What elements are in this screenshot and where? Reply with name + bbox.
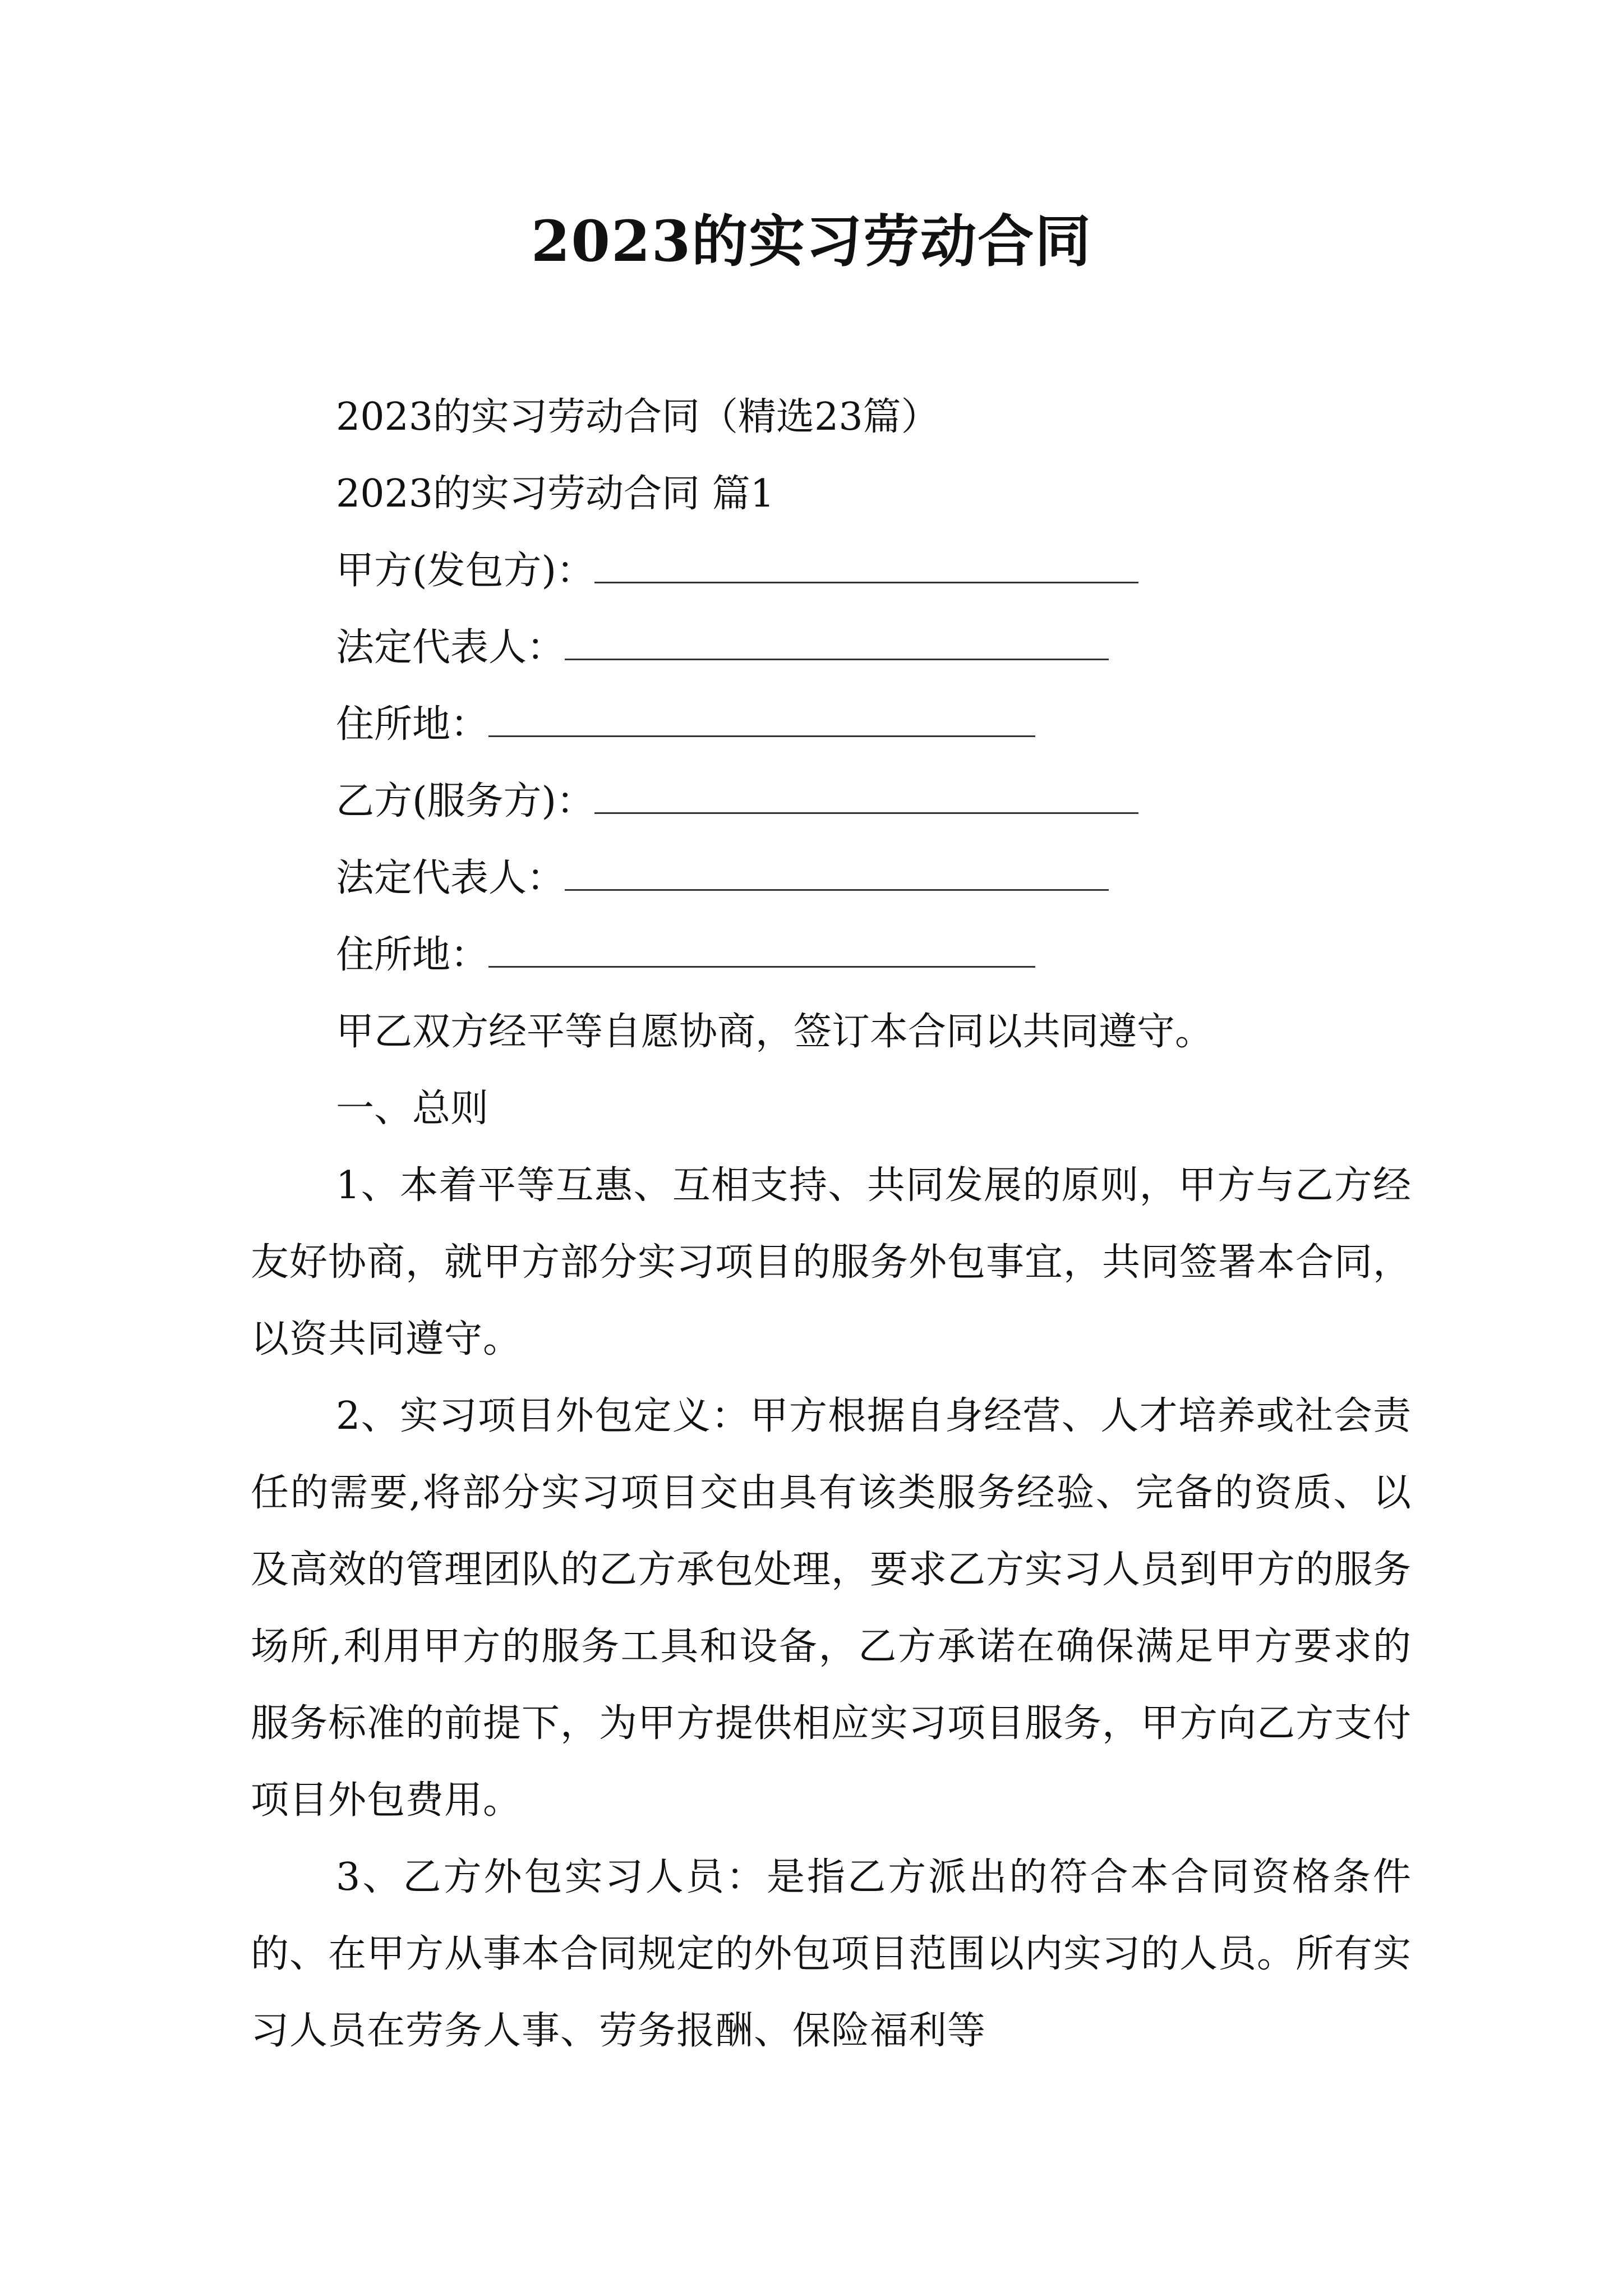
party-b-address-blank-line	[488, 927, 1035, 968]
party-a-label: 甲方(发包方)：	[336, 549, 595, 593]
party-b-rep-label: 法定代表人：	[336, 856, 565, 900]
clause-3-paragraph: 3、乙方外包实习人员：是指乙方派出的符合本合同资格条件的、在甲方从事本合同规定的外包项目范围以内实习的人员。所有实习人员在劳务人事、劳务报酬、保险福利等	[251, 1855, 1412, 2053]
party-a-row	[251, 532, 1412, 609]
party-a-blank-line	[594, 542, 1138, 583]
clause-1-paragraph: 1、本着平等互惠、互相支持、共同发展的原则，甲方与乙方经友好协商，就甲方部分实习项目的服务外包事宜，共同签署本合同，以资共同遵守。	[251, 1163, 1412, 1361]
document-body	[251, 379, 1412, 2069]
party-a-address-label: 住所地：	[336, 702, 489, 747]
party-b-row	[251, 763, 1412, 840]
party-b-blank-line	[594, 773, 1138, 814]
party-b-label: 乙方(服务方)：	[336, 779, 595, 823]
party-a-rep-label: 法定代表人：	[336, 625, 565, 670]
party-a-rep-blank-line	[565, 619, 1109, 660]
party-b-address-row	[251, 917, 1412, 993]
party-b-address-label: 住所地：	[336, 933, 489, 977]
party-a-address-blank-line	[488, 696, 1035, 737]
subtitle: 2023的实习劳动合同（精选23篇）	[336, 395, 939, 439]
clause-2-paragraph: 2、实习项目外包定义：甲方根据自身经营、人才培养或社会责任的需要,将部分实习项目交由具有该类服务经验、完备的资质、以及高效的管理团队的乙方承包处理，要求乙方实习人员到甲方的服务场所,利用甲方的服务工具和设备，乙方承诺在确保满足甲方要求的服务标准的前提下，为甲方提供相应实习项目服务，甲方向乙方支付项目外包费用。	[251, 1394, 1412, 1823]
intro-paragraph: 甲乙双方经平等自愿协商，签订本合同以共同遵守。	[336, 1010, 1214, 1054]
chapter-heading: 一、总则	[336, 1087, 489, 1131]
party-b-rep-row	[251, 840, 1412, 917]
document-title: 2023的实习劳动合同	[531, 208, 1092, 274]
party-a-address-row	[251, 686, 1412, 763]
section-heading: 2023的实习劳动合同 篇1	[336, 472, 774, 516]
party-b-rep-blank-line	[565, 850, 1109, 891]
party-a-rep-row	[251, 609, 1412, 686]
